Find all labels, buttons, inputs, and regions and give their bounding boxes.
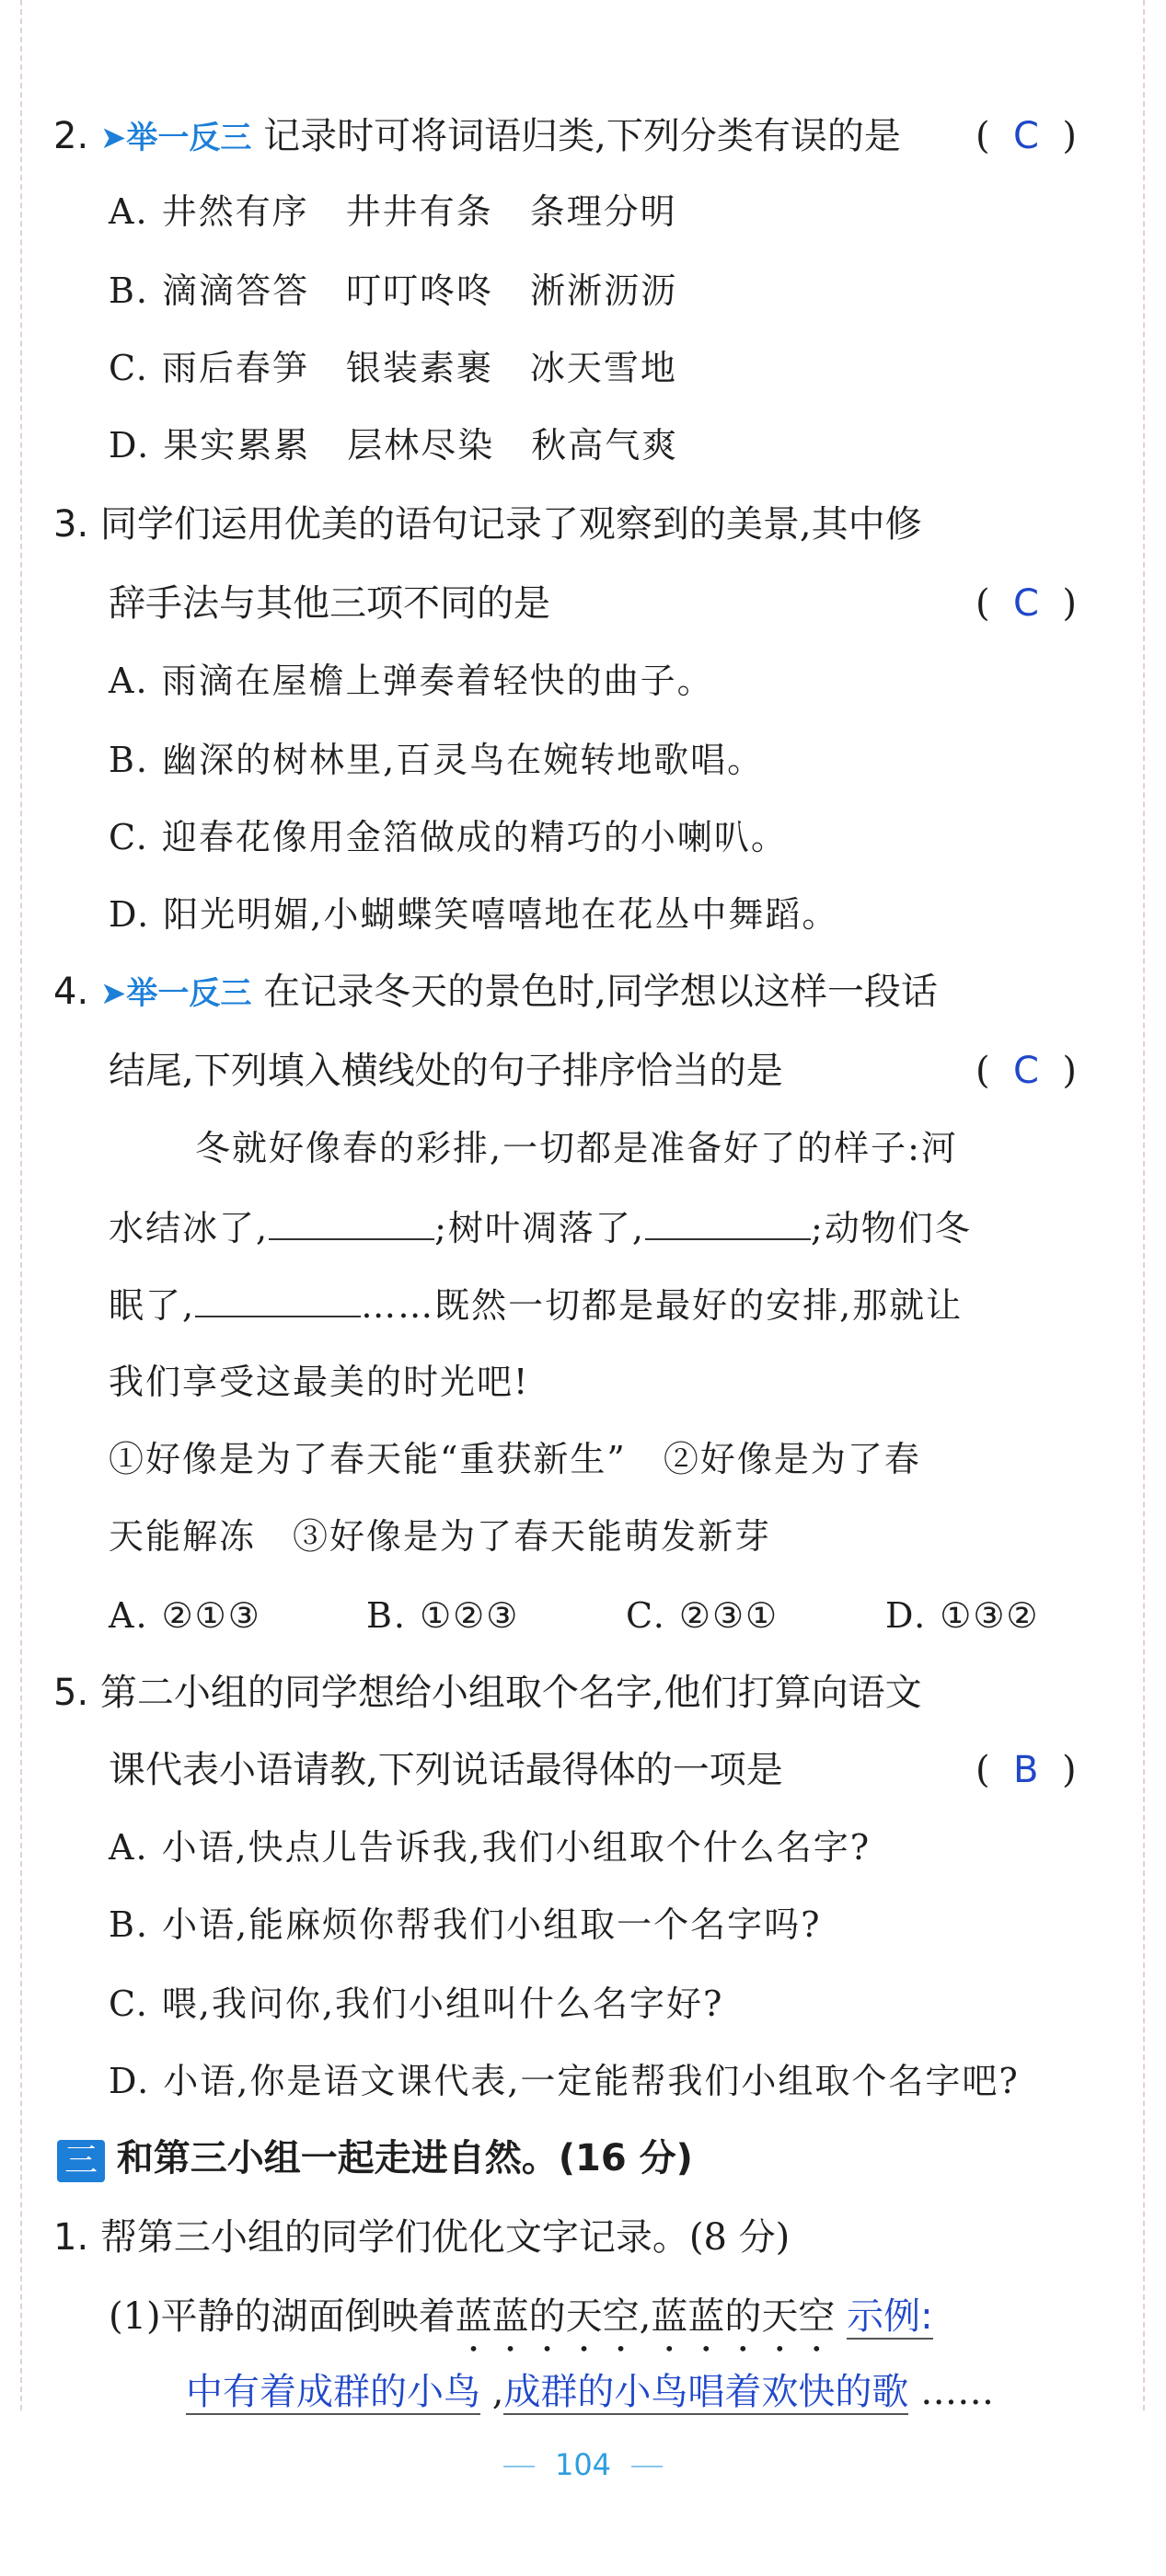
q2-answer: C bbox=[1013, 115, 1039, 157]
q3-answer-slot bbox=[976, 578, 1077, 629]
q5-answer: B bbox=[1013, 1749, 1039, 1791]
q2-option-a: A. 井然有序 井井有条 条理分明 bbox=[109, 191, 677, 232]
q3-option-c: C. 迎春花像用金箔做成的精巧的小喇叭。 bbox=[109, 817, 788, 857]
q4-passage-line2 bbox=[109, 1202, 972, 1254]
paren-left: ( bbox=[976, 1050, 990, 1092]
q4-passage-line4: 我们享受这最美的时光吧! bbox=[109, 1362, 530, 1402]
q3-stem-line2: 辞手法与其他三项不同的是 bbox=[109, 582, 550, 625]
paren-left: ( bbox=[976, 115, 990, 157]
footer-dash-right bbox=[631, 2466, 663, 2467]
emphasized-text: 蓝蓝的天空 bbox=[651, 2295, 836, 2338]
page-number: 104 bbox=[554, 2447, 612, 2482]
q4-sentences-line2: 天能解冻 ③好像是为了春天能萌发新芽 bbox=[109, 1516, 772, 1557]
section-title: 和第三小组一起走进自然。(16 分) bbox=[116, 2137, 693, 2179]
q4-option-b: B. ①②③ bbox=[366, 1595, 520, 1636]
sub-question-text: (1)平静的湖面倒映着 bbox=[109, 2295, 456, 2338]
paren-right: ) bbox=[1061, 1749, 1077, 1791]
q2-stem bbox=[53, 110, 901, 164]
separator-text: , bbox=[491, 2371, 504, 2413]
paren-right: ) bbox=[1062, 1050, 1078, 1092]
q5-option-a: A. 小语,快点儿告诉我,我们小组取个什么名字? bbox=[109, 1827, 872, 1868]
passage-text: 水结冰了, bbox=[109, 1208, 270, 1248]
q4-passage-line1: 冬就好像春的彩排,一切都是准备好了的样子:河 bbox=[195, 1128, 958, 1168]
q5-option-c: C. 喂,我问你,我们小组叫什么名字好? bbox=[109, 1984, 724, 2024]
q3-option-a: A. 雨滴在屋檐上弹奏着轻快的曲子。 bbox=[109, 661, 714, 701]
fill-blank-3[interactable] bbox=[195, 1279, 361, 1317]
answer-example-label: 示例: bbox=[847, 2295, 933, 2338]
s3q1-sub1-line1 bbox=[109, 2291, 933, 2360]
footer-dash-left bbox=[503, 2466, 535, 2467]
q4-sentences-line1: ①好像是为了春天能“重获新生” ②好像是为了春 bbox=[109, 1439, 921, 1479]
q5-option-b: B. 小语,能麻烦你帮我们小组取一个名字吗? bbox=[109, 1904, 822, 1945]
q5-option-d: D. 小语,你是语文课代表,一定能帮我们小组取个名字吧? bbox=[109, 2061, 1020, 2101]
q4-stem-line1 bbox=[53, 966, 938, 1019]
passage-text: ……既然一切都是最好的安排,那就让 bbox=[361, 1285, 964, 1326]
section-3-header bbox=[57, 2133, 693, 2184]
handwritten-answer-2: 成群的小鸟唱着欢快的歌 bbox=[503, 2371, 909, 2413]
fill-blank-2[interactable] bbox=[645, 1202, 811, 1240]
ellipsis-text: …… bbox=[920, 2371, 995, 2413]
q3-answer: C bbox=[1013, 582, 1039, 625]
q3-option-d: D. 阳光明媚,小蝴蝶笑嘻嘻地在花丛中舞蹈。 bbox=[109, 894, 839, 935]
question-number: 1. bbox=[53, 2216, 89, 2259]
q4-option-a: A. ②①③ bbox=[109, 1595, 261, 1636]
q2-option-d: D. 果实累累 层林尽染 秋高气爽 bbox=[109, 425, 679, 466]
handwritten-answer-1: 中有着成群的小鸟 bbox=[186, 2371, 480, 2413]
s3q1-stem bbox=[53, 2212, 790, 2263]
page-right-border bbox=[1143, 0, 1145, 2410]
emphasized-text: 蓝蓝的天空 bbox=[455, 2295, 640, 2338]
q3-option-b: B. 幽深的树林里,百灵鸟在婉转地歌唱。 bbox=[109, 740, 765, 780]
q5-stem-line1 bbox=[53, 1667, 922, 1719]
q2-stem-text: 记录时可将词语归类,下列分类有误的是 bbox=[263, 115, 901, 157]
page-left-border bbox=[20, 0, 22, 2410]
q5-stem-line2: 课代表小语请教,下列说话最得体的一项是 bbox=[109, 1749, 783, 1791]
passage-text: 眠了, bbox=[109, 1285, 196, 1326]
page-number-footer bbox=[0, 2447, 1166, 2482]
tag-label: ➤举一反三 bbox=[99, 975, 252, 1012]
passage-text: ;动物们冬 bbox=[810, 1208, 972, 1248]
s3q1-stem-text: 帮第三小组的同学们优化文字记录。(8 分) bbox=[99, 2216, 791, 2259]
s3q1-sub1-line2 bbox=[186, 2366, 994, 2418]
paren-right: ) bbox=[1062, 582, 1078, 625]
sub-question-text: , bbox=[639, 2295, 652, 2338]
tag-label: ➤举一反三 bbox=[99, 120, 252, 156]
paren-left: ( bbox=[976, 582, 990, 625]
question-number: 3. bbox=[53, 503, 89, 546]
q4-answer-slot bbox=[976, 1045, 1077, 1097]
q3-stem-line1 bbox=[53, 499, 922, 550]
q4-stem-text-1: 在记录冬天的景色时,同学想以这样一段话 bbox=[263, 971, 938, 1013]
q3-stem-text-1: 同学们运用优美的语句记录了观察到的美景,其中修 bbox=[99, 503, 922, 546]
q2-option-c: C. 雨后春笋 银装素裹 冰天雪地 bbox=[109, 348, 677, 388]
paren-right: ) bbox=[1062, 115, 1078, 157]
question-number: 2. bbox=[53, 115, 89, 157]
q5-answer-slot bbox=[976, 1744, 1077, 1796]
passage-text: ;树叶凋落了, bbox=[434, 1208, 645, 1248]
q4-answer: C bbox=[1013, 1050, 1039, 1092]
question-number: 4. bbox=[53, 971, 89, 1013]
q2-answer-slot bbox=[976, 110, 1077, 162]
q2-option-b: B. 滴滴答答 叮叮咚咚 淅淅沥沥 bbox=[109, 270, 678, 311]
fill-blank-1[interactable] bbox=[269, 1202, 434, 1240]
q4-stem-line2: 结尾,下列填入横线处的句子排序恰当的是 bbox=[109, 1050, 783, 1092]
question-number: 5. bbox=[53, 1672, 89, 1714]
q4-option-d: D. ①③② bbox=[885, 1595, 1040, 1636]
paren-left: ( bbox=[976, 1749, 990, 1791]
q4-option-c: C. ②③① bbox=[626, 1595, 779, 1636]
q4-passage-line3 bbox=[109, 1279, 963, 1331]
section-badge: 三 bbox=[57, 2140, 105, 2182]
q5-stem-text-1: 第二小组的同学想给小组取个名字,他们打算向语文 bbox=[99, 1672, 922, 1714]
